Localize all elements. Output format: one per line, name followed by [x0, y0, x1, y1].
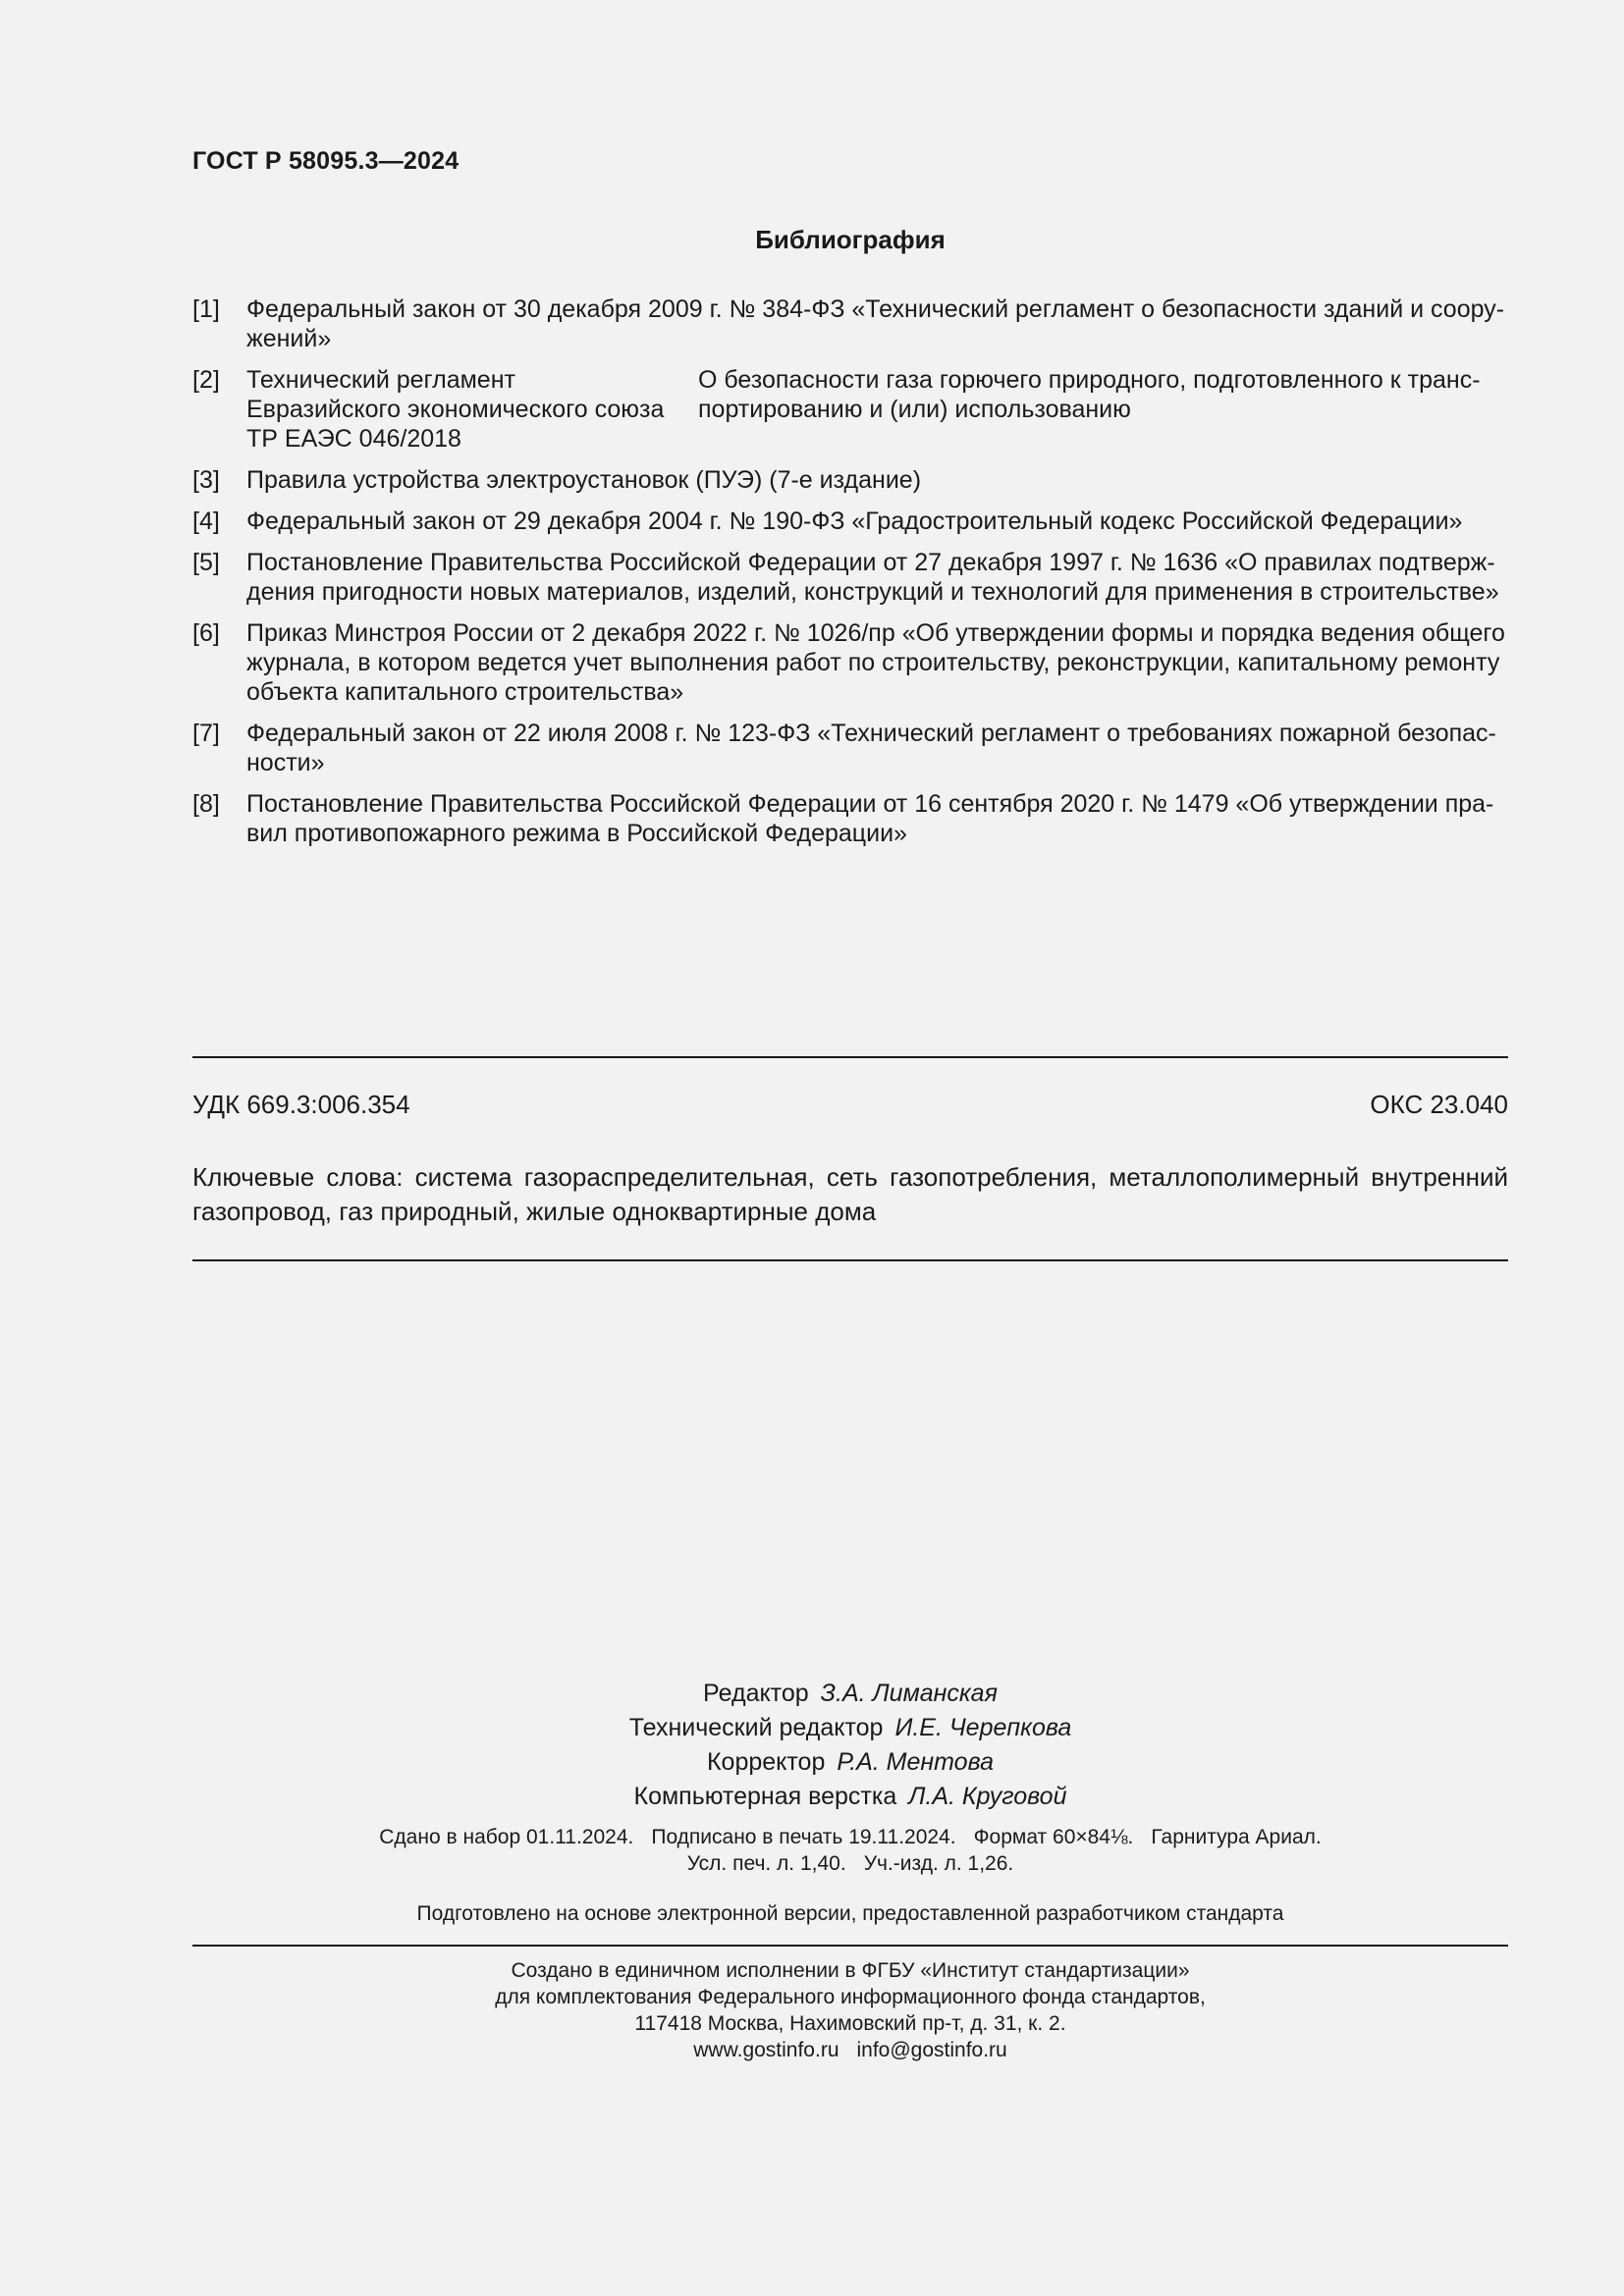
credit-editor — [192, 1677, 1508, 1711]
reference-number: [5] — [192, 549, 220, 576]
reference-text: Евразийского экономического союза — [246, 396, 665, 423]
credit-person: Р.А. Ментова — [837, 1748, 994, 1776]
document-code: ГОСТ Р 58095.3—2024 — [192, 147, 460, 175]
reference-item-6 — [192, 618, 1508, 707]
reference-text: Федеральный закон от 30 декабря 2009 г. № 384-ФЗ «Технический регламент о безопасности зданий и соору- — [246, 295, 1505, 323]
reference-title — [698, 365, 1508, 454]
credit-layout — [192, 1780, 1508, 1814]
credit-role: Редактор — [703, 1680, 809, 1707]
credit-person: З.А. Лиманская — [820, 1680, 998, 1707]
reference-text: Технический регламент — [246, 366, 515, 394]
reference-text: журнала, в котором ведется учет выполнения работ по строительству, реконструкции, капитальному ремонту — [246, 649, 1500, 676]
reference-item-5 — [192, 548, 1508, 607]
footer-links — [192, 2037, 1508, 2063]
reference-text: О безопасности газа горючего природного, подготовленного к транс- — [698, 366, 1481, 394]
reference-text: вил противопожарного режима в Российской Федерации» — [246, 820, 907, 847]
bibliography-list — [192, 294, 1508, 860]
reference-text: Постановление Правительства Российской Федерации от 16 сентября 2020 г. № 1479 «Об утверждении пра- — [246, 790, 1494, 818]
credit-proofreader — [192, 1745, 1508, 1780]
reference-item-2 — [192, 365, 1508, 454]
reference-text: Постановление Правительства Российской Федерации от 27 декабря 1997 г. № 1636 «О правилах подтверж- — [246, 549, 1495, 576]
reference-item-1 — [192, 294, 1508, 353]
reference-text: объекта капитального строительства» — [246, 678, 684, 706]
print-info-item: Сдано в набор 01.11.2024. — [379, 1826, 634, 1848]
bibliography-title: Библиография — [755, 225, 946, 254]
footer-line: 117418 Москва, Нахимовский пр-т, д. 31, к. 2. — [634, 2012, 1066, 2035]
reference-number: [2] — [192, 366, 220, 394]
classification-row — [192, 1090, 1508, 1120]
reference-item-3 — [192, 465, 1508, 495]
keywords: Ключевые слова: система газораспределительная, сеть газопотребления, металлополимерный внутренний газопровод, газ природный, жилые одноквартирные дома — [192, 1162, 1508, 1226]
print-info-item: Усл. печ. л. 1,40. — [686, 1852, 846, 1875]
credit-technical-editor — [192, 1711, 1508, 1745]
reference-number: [3] — [192, 466, 220, 494]
print-info-item: Уч.-изд. л. 1,26. — [863, 1852, 1014, 1875]
reference-text: Федеральный закон от 29 декабря 2004 г. № 190-ФЗ «Градостроительный кодекс Российской Федерации» — [246, 507, 1463, 535]
reference-item-8 — [192, 789, 1508, 848]
divider-top — [192, 1056, 1508, 1058]
print-info-item: Подписано в печать 19.11.2024. — [651, 1826, 956, 1848]
credit-person: И.Е. Черепкова — [894, 1714, 1072, 1741]
reference-text: жений» — [246, 325, 332, 352]
print-info — [192, 1824, 1508, 1877]
reference-text: дения пригодности новых материалов, изделий, конструкций и технологий для применения в строительстве» — [246, 578, 1499, 606]
reference-item-7 — [192, 719, 1508, 777]
reference-text: Правила устройства электроустановок (ПУЭ) (7-е издание) — [246, 466, 922, 494]
publisher-footer — [192, 1957, 1508, 2063]
email-link[interactable]: info@gostinfo.ru — [856, 2039, 1007, 2061]
website-link[interactable]: www.gostinfo.ru — [693, 2039, 839, 2061]
reference-text: ности» — [246, 749, 325, 776]
prepared-note: Подготовлено на основе электронной версии, предоставленной разработчиком стандарта — [416, 1902, 1284, 1925]
divider-footer — [192, 1945, 1508, 1947]
divider-keywords — [192, 1259, 1508, 1261]
reference-text: портированию и (или) использованию — [698, 396, 1131, 423]
print-info-item: Формат 60×84⅛. — [973, 1826, 1134, 1848]
print-info-line-2 — [192, 1850, 1508, 1877]
udk-code: УДК 669.3:006.354 — [192, 1090, 410, 1119]
oks-code: ОКС 23.040 — [1370, 1090, 1508, 1119]
print-info-item: Гарнитура Ариал. — [1151, 1826, 1322, 1848]
credit-person: Л.А. Круговой — [908, 1783, 1067, 1810]
print-info-line-1 — [192, 1824, 1508, 1850]
document-page — [192, 0, 1508, 2296]
reference-item-4 — [192, 507, 1508, 536]
reference-number: [6] — [192, 619, 220, 647]
footer-line: Создано в единичном исполнении в ФГБУ «Институт стандартизации» — [511, 1959, 1190, 1982]
reference-text: Федеральный закон от 22 июля 2008 г. № 123-ФЗ «Технический регламент о требованиях пожарной безопас- — [246, 720, 1496, 747]
reference-source — [246, 365, 698, 454]
credit-role: Технический редактор — [628, 1714, 884, 1741]
reference-text: ТР ЕАЭС 046/2018 — [246, 425, 461, 453]
reference-number: [7] — [192, 720, 220, 747]
credit-role: Корректор — [706, 1748, 826, 1776]
reference-number: [1] — [192, 295, 220, 323]
reference-number: [8] — [192, 790, 220, 818]
reference-number: [4] — [192, 507, 220, 535]
footer-line: для комплектования Федерального информационного фонда стандартов, — [495, 1986, 1206, 2008]
credits-block — [192, 1677, 1508, 1814]
credit-role: Компьютерная верстка — [633, 1783, 897, 1810]
reference-text: Приказ Минстроя России от 2 декабря 2022 г. № 1026/пр «Об утверждении формы и порядка ведения общего — [246, 619, 1505, 647]
